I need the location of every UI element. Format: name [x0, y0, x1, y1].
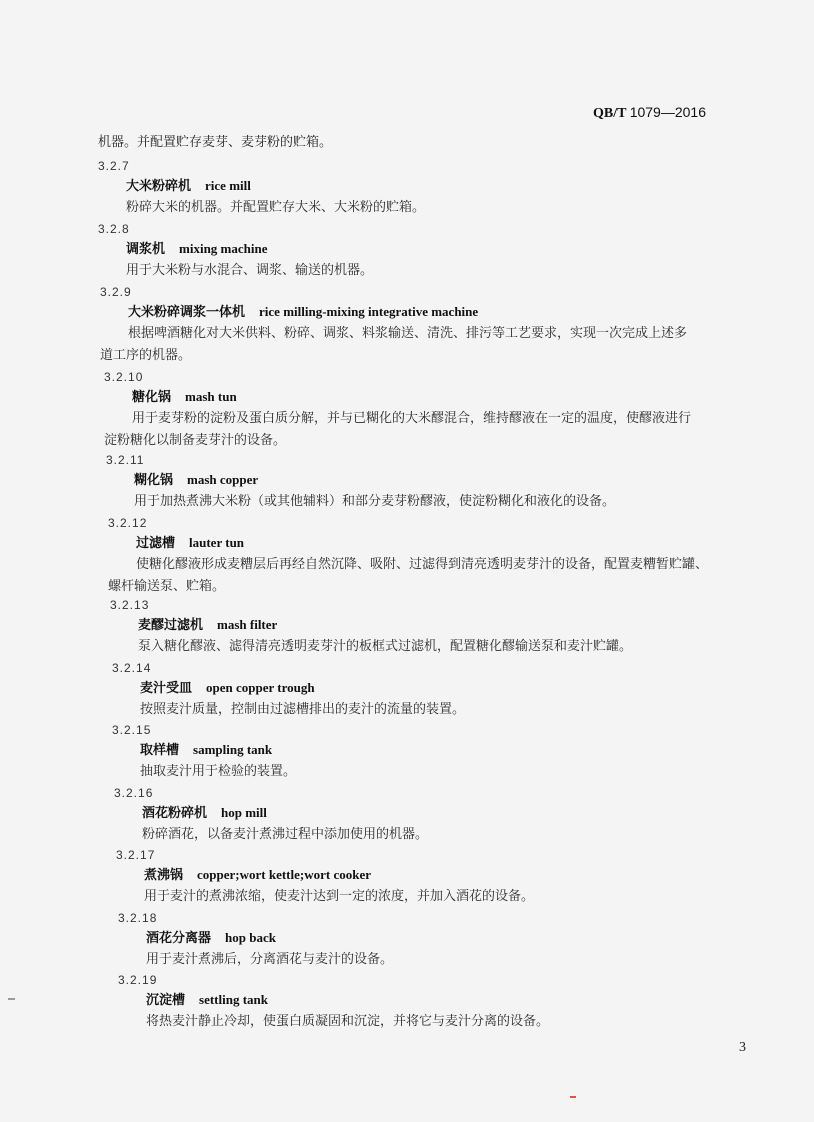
term-zh: 大米粉碎机 [126, 179, 192, 194]
term-title [112, 739, 760, 761]
clause-number: 3.2.12 [108, 516, 148, 530]
term-title [110, 614, 758, 636]
term-en: settling tank [199, 992, 268, 1007]
term-entry [112, 659, 760, 721]
term-zh: 沉淀槽 [146, 993, 186, 1008]
term-en: rice mill [205, 178, 251, 193]
term-entry [110, 596, 758, 658]
term-zh: 酒花分离器 [146, 931, 212, 946]
term-en: mash filter [217, 617, 278, 632]
clause-number: 3.2.13 [110, 598, 150, 612]
term-definition: 泵入糖化醪液、滤得清亮透明麦芽汁的板框式过滤机，配置糖化醪输送泵和麦汁贮罐。 [138, 639, 633, 654]
term-definition: 抽取麦汁用于检验的装置。 [140, 764, 297, 779]
term-en: mash tun [185, 389, 237, 404]
term-en: mash copper [187, 472, 259, 487]
term-zh: 煮沸锅 [144, 868, 184, 883]
intro-line: 机器。并配置贮存麦芽、麦芽粉的贮箱。 [98, 135, 333, 150]
term-zh: 麦汁受皿 [140, 681, 193, 696]
term-title [98, 238, 746, 260]
term-en: copper;wort kettle;wort cooker [197, 867, 371, 882]
clause-number: 3.2.8 [98, 222, 130, 236]
term-definition: 用于麦汁煮沸后，分离酒花与麦汁的设备。 [146, 952, 394, 967]
term-definition: 用于加热煮沸大米粉（或其他辅料）和部分麦芽粉醪液，使淀粉糊化和液化的设备。 [134, 494, 616, 509]
definition-line: 使糖化醪液形成麦糟层后再经自然沉降、吸附、过滤得到清亮透明麦芽汁的设备，配置麦糟暂贮罐、 [136, 557, 709, 572]
clause-number: 3.2.16 [114, 786, 154, 800]
clause-number: 3.2.19 [118, 973, 158, 987]
clause-number: 3.2.7 [98, 159, 130, 173]
definition-line-continued: 螺杆输送泵、贮箱。 [108, 579, 226, 594]
term-entry [100, 283, 748, 367]
term-entry [108, 514, 756, 598]
term-definition [104, 408, 752, 452]
term-title [108, 532, 756, 554]
term-definition: 粉碎酒花，以备麦汁煮沸过程中添加使用的机器。 [142, 827, 429, 842]
term-entry [114, 784, 762, 846]
page-number: 3 [739, 1040, 746, 1055]
clause-number: 3.2.14 [112, 661, 152, 675]
term-zh: 大米粉碎调浆一体机 [128, 305, 246, 320]
term-zh: 取样槽 [140, 743, 180, 758]
term-en: rice milling-mixing integrative machine [259, 304, 479, 319]
term-definition: 按照麦汁质量，控制由过滤槽排出的麦汁的流量的装置。 [140, 702, 466, 717]
term-title [106, 469, 754, 491]
term-title [114, 802, 762, 824]
clause-number: 3.2.15 [112, 723, 152, 737]
term-title [100, 301, 748, 323]
term-definition [100, 323, 748, 367]
clause-number: 3.2.9 [100, 285, 132, 299]
term-title [118, 989, 766, 1011]
clause-number: 3.2.11 [106, 453, 145, 467]
standard-header [593, 104, 706, 122]
term-entry [104, 368, 752, 452]
standard-number: 1079—2016 [629, 104, 706, 120]
term-entry [118, 909, 766, 971]
term-entry [116, 846, 764, 908]
term-title [112, 677, 760, 699]
term-en: hop back [225, 930, 276, 945]
term-title [104, 386, 752, 408]
term-definition: 粉碎大米的机器。并配置贮存大米、大米粉的贮箱。 [126, 200, 426, 215]
clause-number: 3.2.17 [116, 848, 156, 862]
term-definition: 用于大米粉与水混合、调浆、输送的机器。 [126, 263, 374, 278]
term-title [116, 864, 764, 886]
term-title [118, 927, 766, 949]
definition-line: 用于麦芽粉的淀粉及蛋白质分解，并与已糊化的大米醪混合，维持醪液在一定的温度，使醪液进行 [132, 411, 692, 426]
term-entry [98, 220, 746, 282]
clause-number: 3.2.10 [104, 370, 144, 384]
term-title [98, 175, 746, 197]
standard-prefix: QB/T [593, 106, 627, 121]
term-en: sampling tank [193, 742, 273, 757]
clause-number: 3.2.18 [118, 911, 158, 925]
term-zh: 酒花粉碎机 [142, 806, 208, 821]
term-zh: 过滤槽 [136, 536, 176, 551]
term-definition: 用于麦汁的煮沸浓缩，使麦汁达到一定的浓度，并加入酒花的设备。 [144, 889, 535, 904]
term-definition: 将热麦汁静止冷却，使蛋白质凝固和沉淀，并将它与麦汁分离的设备。 [146, 1014, 550, 1029]
definition-line-continued: 道工序的机器。 [100, 348, 192, 363]
term-entry [112, 721, 760, 783]
term-entry [118, 971, 766, 1033]
term-en: lauter tun [189, 535, 245, 550]
term-en: hop mill [221, 805, 267, 820]
scan-red-mark [570, 1096, 576, 1098]
term-entry [106, 451, 754, 513]
scan-margin-mark [8, 998, 15, 1000]
term-zh: 调浆机 [126, 242, 166, 257]
term-en: open copper trough [206, 680, 315, 695]
term-zh: 糊化锅 [134, 473, 174, 488]
term-zh: 糖化锅 [132, 390, 172, 405]
definition-line: 根据啤酒糖化对大米供料、粉碎、调浆、料浆输送、清洗、排污等工艺要求，实现一次完成上述多 [128, 326, 688, 341]
term-en: mixing machine [179, 241, 268, 256]
term-entry [98, 157, 746, 219]
term-zh: 麦醪过滤机 [138, 618, 204, 633]
definition-line-continued: 淀粉糖化以制备麦芽汁的设备。 [104, 433, 287, 448]
term-definition [108, 554, 756, 598]
